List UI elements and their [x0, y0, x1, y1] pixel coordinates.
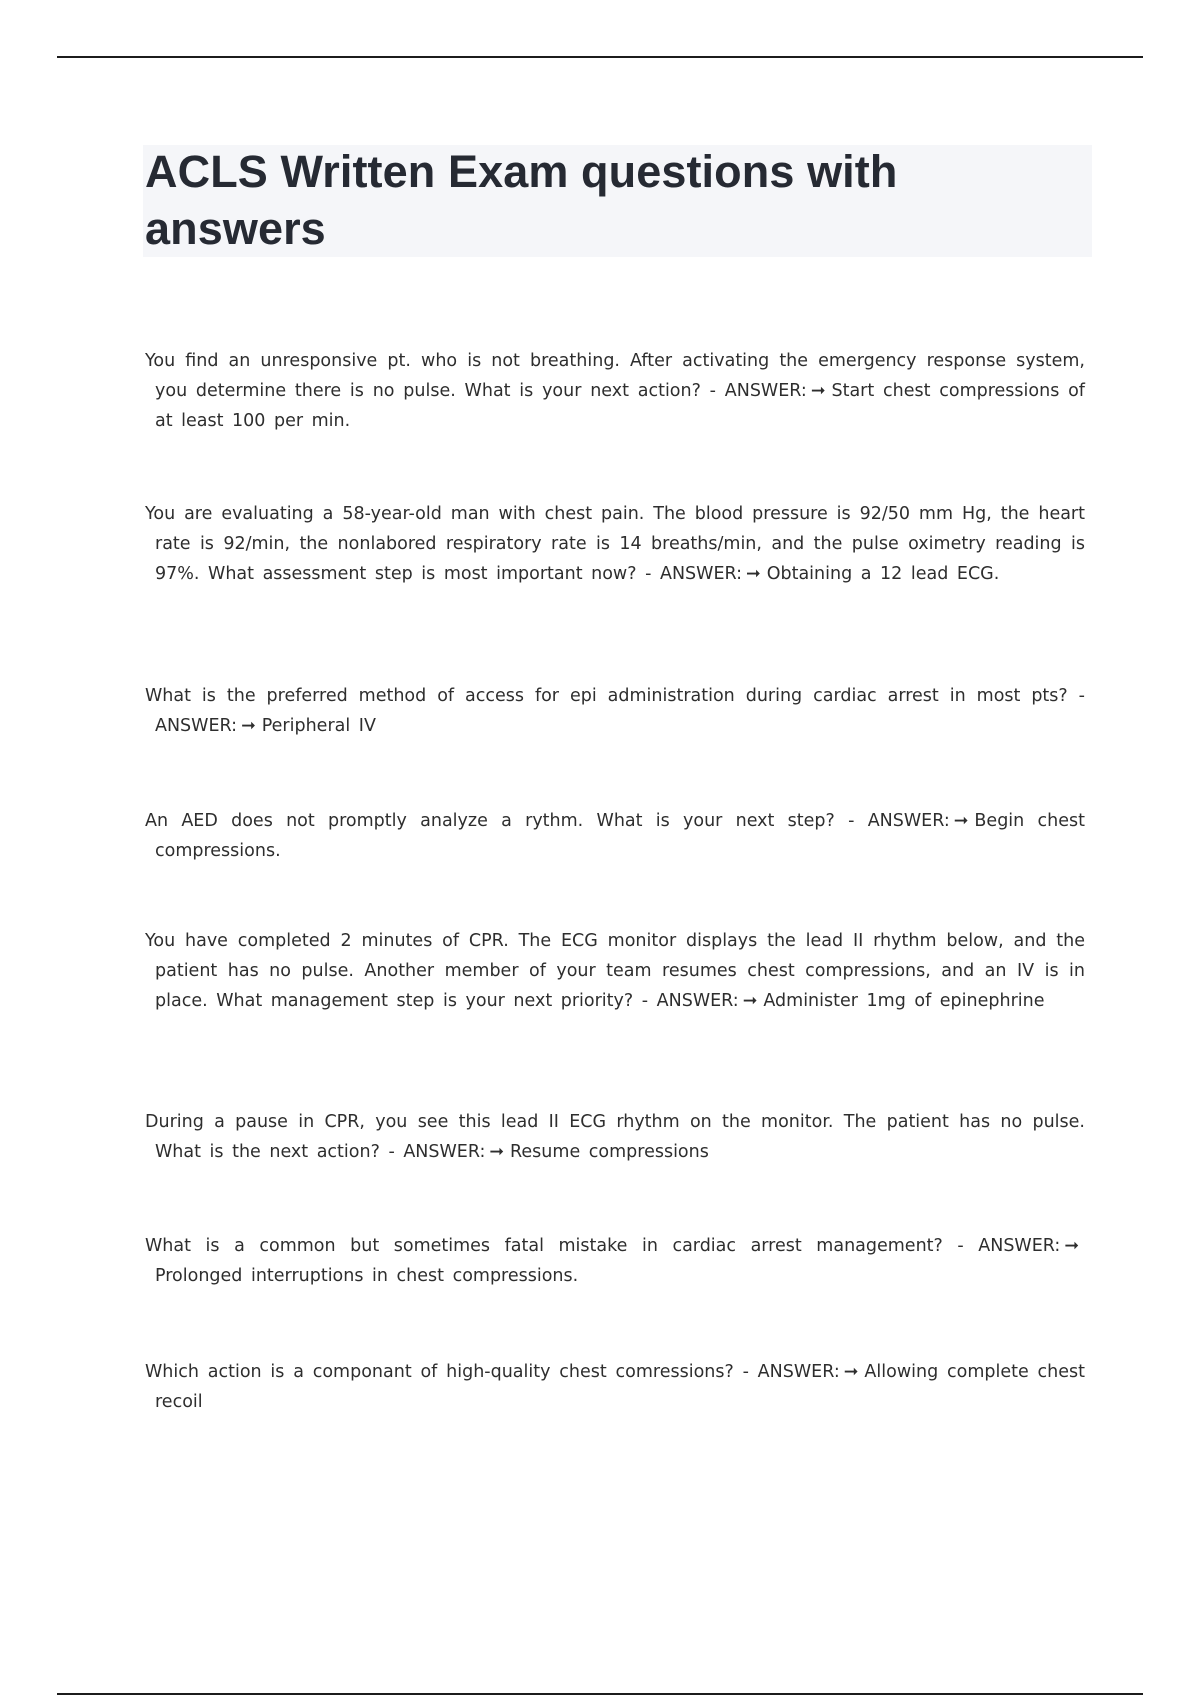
qa-item-6 [145, 1107, 1085, 1167]
answer-text: Start chest compressions of at least 100 per min. [155, 381, 1085, 431]
qa-item-8 [145, 1357, 1085, 1417]
arrow-icon: ➞ [746, 564, 761, 584]
question-text: You find an unresponsive pt. who is not breathing. After activating the emergency response system, you determine there is no pulse. What is your next action? [145, 351, 1085, 401]
arrow-icon: ➞ [489, 1142, 505, 1162]
top-rule [57, 56, 1143, 58]
qa-item-4 [145, 806, 1085, 866]
answer-text: Begin chest compressions. [155, 811, 1085, 861]
qa-item-1 [145, 346, 1085, 436]
question-text: What is a common but sometimes fatal mistake in cardiac arrest management? [145, 1236, 943, 1256]
arrow-icon: ➞ [843, 1362, 859, 1382]
answer-text: Obtaining a 12 lead ECG. [766, 564, 1000, 584]
answer-marker: - ANSWER: [742, 1362, 840, 1382]
qa-item-7 [145, 1231, 1085, 1291]
arrow-icon: ➞ [810, 381, 826, 401]
question-text: An AED does not promptly analyze a rythm. What is your next step? [145, 811, 835, 831]
arrow-icon: ➞ [241, 716, 256, 736]
answer-marker: - ANSWER: [957, 1236, 1061, 1256]
arrow-icon: ➞ [742, 991, 758, 1011]
arrow-icon: ➞ [1064, 1236, 1079, 1256]
question-text: Which action is a componant of high-quality chest comressions? [145, 1362, 734, 1382]
document-title: ACLS Written Exam questions with answers [145, 146, 898, 254]
qa-item-5 [145, 926, 1085, 1016]
answer-text: Peripheral IV [261, 716, 376, 736]
answer-marker: - ANSWER: [641, 991, 739, 1011]
question-text: You have completed 2 minutes of CPR. The ECG monitor displays the lead II rhythm below, and the patient has no pulse. Another member of your team resumes chest compressions, and an IV is in place. What management step is your next priority? [145, 931, 1085, 1011]
question-text: What is the preferred method of access for epi administration during cardiac arrest in most pts? [145, 686, 1068, 706]
qa-item-3 [145, 681, 1085, 741]
bottom-rule [57, 1693, 1143, 1695]
answer-text: Resume compressions [510, 1142, 709, 1162]
arrow-icon: ➞ [953, 811, 969, 831]
answer-marker: - ANSWER: [848, 811, 950, 831]
answer-marker: - ANSWER: [388, 1142, 486, 1162]
answer-text: Administer 1mg of epinephrine [763, 991, 1045, 1011]
answer-text: Prolonged interruptions in chest compressions. [155, 1266, 579, 1286]
answer-marker: - ANSWER: [709, 381, 807, 401]
answer-marker: - ANSWER: [645, 564, 743, 584]
answer-text: Allowing complete chest recoil [155, 1362, 1085, 1412]
qa-item-2 [145, 499, 1085, 589]
answer-marker: - ANSWER: [155, 686, 1085, 736]
question-text: During a pause in CPR, you see this lead II ECG rhythm on the monitor. The patient has no pulse. What is the next action? [145, 1112, 1085, 1162]
question-text: You are evaluating a 58-year-old man with chest pain. The blood pressure is 92/50 mm Hg, the heart rate is 92/min, the nonlabored respiratory rate is 14 breaths/min, and the pulse oximetry reading is 97%. What assessment step is most important now? [145, 504, 1085, 584]
